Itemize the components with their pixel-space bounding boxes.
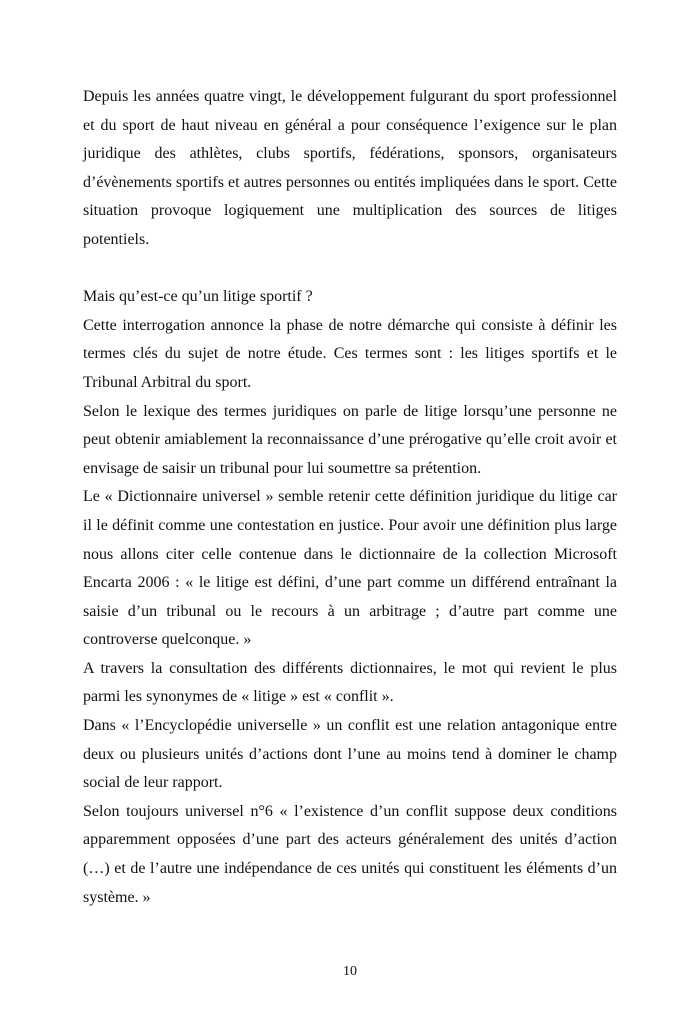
paragraph-dictionnaire: Le « Dictionnaire universel » semble retenir cette définition juridique du litige car il le définit comme une contestation en justice. Pour avoir une définition plus large nous allons citer celle contenue dans le dictionnaire de la collection Microsoft Encarta 2006 : « le litige est défini, d’une part comme un différend entraînant la saisie d’un tribunal ou le recours à un arbitrage ; d’autre part comme une controverse quelconque. » <box>83 488 617 649</box>
paragraph-intro: Depuis les années quatre vingt, le développement fulgurant du sport professionnel et du sport de haut niveau en général a pour conséquence l’exigence sur le plan juridique des athlètes, clubs sportifs, fédérations, sponsors, organisateurs d’évènements sportifs et autres personnes ou entités impliquées dans le sport. Cette situation provoque logiquement une multiplication des sources de litiges potentiels. <box>83 88 617 248</box>
paragraph-synonymes: A travers la consultation des différents dictionnaires, le mot qui revient le plus parmi les synonymes de « litige » est « conflit ». <box>83 659 617 706</box>
paragraph-lexique: Selon le lexique des termes juridiques on parle de litige lorsqu’une personne ne peut obtenir amiablement la reconnaissance d’une prérogative qu’elle croit avoir et envisage de saisir un tribunal pour lui soumettre sa prétention. <box>83 402 617 477</box>
paragraph-encyclopedie: Dans « l’Encyclopédie universelle » un conflit est une relation antagonique entre deux ou plusieurs unités d’actions dont l’une au moins tend à dominer le champ social de leur rapport. <box>83 717 617 792</box>
paragraph-question: Mais qu’est-ce qu’un litige sportif ? <box>83 288 313 306</box>
page-number: 10 <box>343 964 357 979</box>
paragraph-conflit-conditions: Selon toujours universel n°6 « l’existence d’un conflit suppose deux conditions apparemment opposées d’une part des acteurs généralement des unités d’action (…) et de l’autre une indépendance de ces unités qui constituent les éléments d’un système. » <box>83 802 617 906</box>
body-text <box>83 83 617 912</box>
paragraph-spacer <box>83 255 617 284</box>
paragraph-definition-intro: Cette interrogation annonce la phase de notre démarche qui consiste à définir les termes clés du sujet de notre étude. Ces termes sont : les litiges sportifs et le Tribunal Arbitral du sport. <box>83 316 617 391</box>
